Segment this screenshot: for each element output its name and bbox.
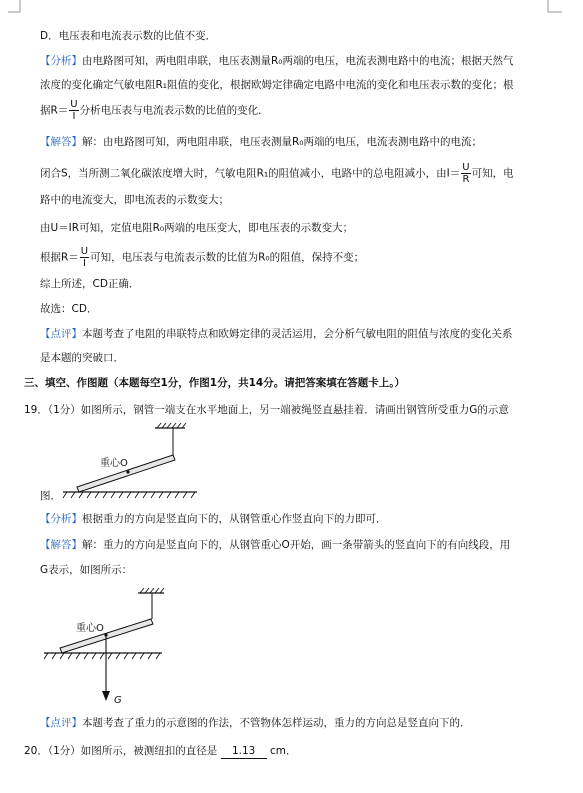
figure-label: 重心O [76, 623, 104, 634]
solution-text: 解：重力的方向是竖直向下的，从钢管重心O开始，画一条带箭头的竖直向下的有向线段，用 [82, 539, 511, 551]
q19-comment [40, 716, 471, 730]
option-d: D．电压表和电流表示数的比值不变． [40, 30, 217, 42]
fraction-u-over-i [69, 99, 78, 122]
q18-solution-line-2 [40, 162, 514, 185]
formula-suffix: 分析电压表与电流表示数的比值的变化． [79, 104, 269, 117]
q20-stem [24, 744, 297, 759]
solution-tag: 【解答】 [40, 539, 82, 551]
solution-text: 根据R＝ [40, 251, 79, 264]
formula-prefix: 据R＝ [40, 104, 69, 117]
comment-text: 本题考查了电阻的串联特点和欧姆定律的灵活运用，会分析气敏电阻的阻值与浓度的变化关系 [82, 328, 513, 340]
gravity-answer-figure [38, 585, 178, 710]
solution-text: 解：由电路图可知，两电阻串联，电压表测量R₀两端的电压，电流表测电路中的电流； [82, 136, 483, 148]
q18-solution-line-4: 由U＝IR可知，定值电阻R₀两端的电压变大，即电压表的示数变大； [40, 222, 354, 234]
fraction-u-over-r [461, 162, 470, 185]
q18-solution-line-6: 综上所述，CD正确． [40, 278, 140, 290]
q19-analysis [40, 512, 387, 526]
comment-text: 本题考查了重力的示意图的作法，不管物体怎样运动，重力的方向总是竖直向下的． [82, 717, 471, 729]
q20-stem-text: 20．（1分）如图所示，被测纽扣的直径是 [24, 745, 218, 757]
fraction-numerator: U [70, 99, 78, 110]
gravity-label: G [114, 695, 122, 706]
analysis-tag: 【分析】 [40, 55, 82, 67]
comment-tag: 【点评】 [40, 328, 82, 340]
solution-tag: 【解答】 [40, 136, 82, 148]
steel-pipe-figure [55, 420, 205, 504]
q19-stem-line-1: 19．（1分）如图所示，钢管一端支在水平地面上，另一端被绳竖直悬挂着．请画出钢管所受重力G的示意 [24, 404, 509, 416]
center-of-gravity-dot [126, 470, 129, 473]
q18-analysis-line-3 [40, 99, 269, 122]
fraction-u-over-i [80, 246, 89, 269]
solution-text: 可知，电 [471, 167, 514, 180]
q20-answer-blank: 1.13 [221, 744, 267, 759]
analysis-tag: 【分析】 [40, 513, 82, 525]
comment-tag: 【点评】 [40, 717, 82, 729]
q18-solution-line-1 [40, 135, 482, 149]
solution-text: 闭合S，当所测二氧化碳浓度增大时，气敏电阻R₁的阻值减小，电路中的总电阻减小，由I＝ [40, 167, 461, 180]
q18-analysis-line-1 [40, 54, 514, 68]
figure-label: 重心O [100, 458, 128, 469]
fraction-denominator: R [462, 174, 470, 185]
solution-text: 可知，电压表与电流表示数的比值为R₀的阻值，保持不变； [90, 251, 365, 264]
fraction-denominator: I [72, 111, 76, 122]
fraction-numerator: U [80, 246, 89, 257]
q20-unit: cm． [269, 745, 297, 757]
q19-stem-line-2: 图． [40, 490, 61, 502]
q18-comment-line-2: 是本题的突破口． [40, 352, 124, 364]
q18-solution-line-5 [40, 246, 364, 269]
top-right-corner-mark [546, 0, 562, 22]
analysis-text: 由电路图可知，两电阻串联，电压表测量R₀两端的电压，电流表测电路中的电流；根据天然气 [82, 55, 514, 67]
analysis-text: 根据重力的方向是竖直向下的，从钢管重心作竖直向下的力即可． [82, 513, 387, 525]
fraction-numerator: U [462, 162, 470, 173]
fraction-denominator: I [82, 258, 86, 269]
q18-analysis-line-2: 浓度的变化确定气敏电阻R₁阻值的变化，根据欧姆定律确定电路中电流的变化和电压表示数的变化；根 [40, 79, 514, 91]
top-left-corner-mark [8, 0, 22, 22]
q19-solution-line-1 [40, 538, 510, 552]
section-heading: 三、填空、作图题（本题每空1分，作图1分，共14分。请把答案填在答题卡上。） [24, 377, 405, 389]
q18-solution-line-3: 路中的电流变大，即电流表的示数变大； [40, 194, 229, 206]
q18-solution-line-7: 故选：CD． [40, 303, 98, 315]
q18-comment-line-1 [40, 327, 513, 341]
q19-solution-line-2: G表示，如图所示： [40, 564, 133, 576]
